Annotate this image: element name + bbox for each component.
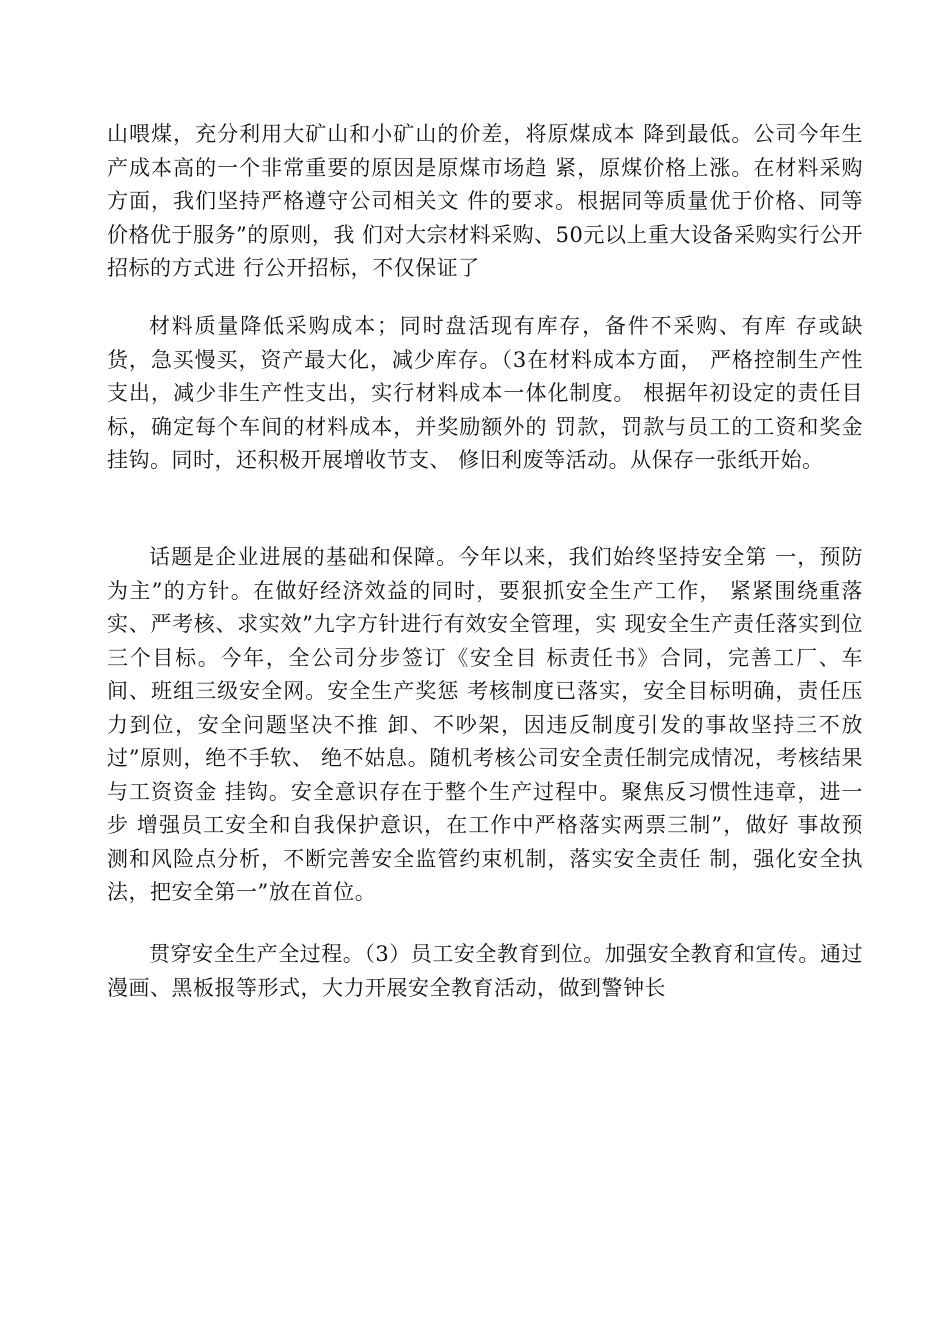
paragraph-2: 材料质量降低采购成本；同时盘活现有库存，备件不采购、有库 存或缺货，急买慢买，资产最大化，减少库存。（3在材料成本方面， 严格控制生产性支出，减少非生产性支出，实行材料成本一体化制度。 根据年初设定的责任目标，确定每个车间的材料成本，并奖励额外的 罚款，罚款与员工的工资和奖金挂钩。同时，还积极开展增收节支、 修旧利废等活动。从保存一张纸开始。: [107, 314, 863, 472]
paragraph-1: 山喂煤，充分利用大矿山和小矿山的价差，将原煤成本 降到最低。公司今年生产成本高的一个非常重要的原因是原煤市场趋 紧，原煤价格上涨。在材料采购方面，我们坚持严格遵守公司相关文 件的要求。根据同等质量优于价格、同等价格优于服务”的原则，我 们对大宗材料采购、50元以上重大设备采购实行公开招标的方式进 行公开招标，不仅保证了: [107, 122, 863, 280]
paragraph-4: 贯穿安全生产全过程。（3）员工安全教育到位。加强安全教育和宣传。通过漫画、黑板报等形式，大力开展安全教育活动，做到警钟长: [107, 942, 863, 1000]
paragraph-3: 话题是企业进展的基础和保障。今年以来，我们始终坚持安全第 一，预防为主”的方针。在做好经济效益的同时，要狠抓安全生产工作， 紧紧围绕重落实、严考核、求实效”九字方针进行有效安全管理，实 现安全生产责任落实到位三个目标。今年，全公司分步签订《安全目 标责任书》合同，完善工厂、车间、班组三级安全网。安全生产奖惩 考核制度已落实，安全目标明确，责任压力到位，安全问题坚决不推 卸、不吵架，因违反制度引发的事故坚持三不放过”原则，绝不手软、 绝不姑息。随机考核公司安全责任制完成情况，考核结果与工资资金 挂钩。安全意识存在于整个生产过程中。聚焦反习惯性违章，进一步 增强员工安全和自我保护意识，在工作中严格落实两票三制”，做好 事故预测和风险点分析，不断完善安全监管约束机制，落实安全责任 制，强化安全执法，把安全第一”放在首位。: [107, 545, 863, 904]
